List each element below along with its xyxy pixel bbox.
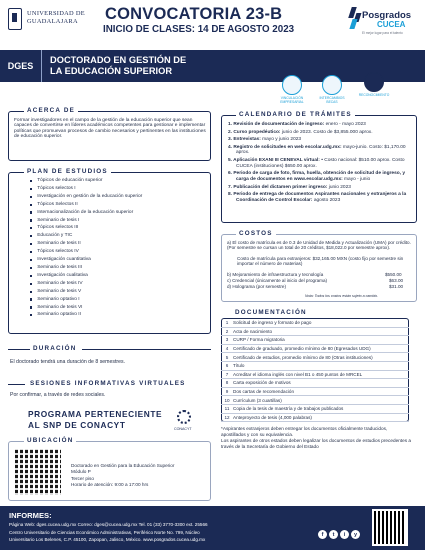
documentacion-row — [221, 388, 409, 397]
documentacion-row-number: 2 — [225, 328, 229, 334]
documentacion-nota1: *Aspirantes extranjeros deben entregar los documentos oficialmente traducidos, apostillados y con su equivalencia. — [221, 426, 388, 437]
cucea-label: CUCEA — [377, 20, 406, 29]
plan-item: Investigación cuantitativa — [40, 256, 205, 264]
udg-name-line2: GUADALAJARA — [27, 18, 78, 25]
calendario-item — [228, 192, 412, 204]
calendario-item — [228, 158, 412, 170]
costos-nota: Nota: Todos los costos están sujeto a cambio. — [305, 294, 379, 298]
documentacion-row — [221, 328, 409, 337]
sesiones-title: SESIONES INFORMATIVAS VIRTUALES — [27, 380, 189, 387]
calendario-item-number: 8. — [228, 192, 234, 198]
documentacion-row-number: 9 — [225, 389, 229, 395]
trophy-icon — [364, 72, 384, 92]
udg-seal-icon — [8, 8, 22, 30]
calendario-item-label: Aplicación EXANI III CENEVAL virtual: — [233, 157, 322, 163]
calendario-item-number: 1. — [228, 122, 234, 127]
calendario-item-number: 6. — [228, 171, 234, 177]
program-title-line2: LA EDUCACIÓN SUPERIOR — [50, 66, 173, 76]
plan-item: Seminario optativo I — [40, 296, 205, 304]
calendario-item-label: Publicación del dictamen primer ingreso: — [233, 184, 329, 190]
badge-label-line: BECAS — [326, 100, 338, 104]
documentacion-nota2: Los aspirantes de otros estados deben legalizar los documentos de estudios precedentes a través de la Secretaría de Gobierno del Estado — [221, 438, 411, 449]
calendario-item — [228, 145, 412, 157]
documentacion-row — [221, 371, 409, 380]
snp-line2: AL SNP DE CONACYT — [28, 420, 126, 430]
plan-item: Educación y TIC — [40, 232, 205, 240]
documentacion-row-text: Certificado de graduado, promedio mínimo de 80 (Egresados UDG) — [233, 346, 371, 352]
costos-b: b) Mejoramiento de infraestructura y tecnología — [227, 272, 324, 277]
documentacion-row — [221, 414, 409, 423]
dges-acronym: DGES — [0, 50, 42, 82]
calendario-item — [228, 122, 412, 128]
duracion-title: DURACIÓN — [30, 345, 80, 352]
divider — [8, 349, 32, 350]
calendario-item-value: • Costo nacional: $510.00 aprox. Costo CUCEA (instituciones) $650.00 aprox. — [236, 157, 405, 169]
plan-list — [37, 177, 205, 319]
calendario-item-number: 5. — [228, 157, 234, 163]
sesiones-text: Por confirmar, a través de redes sociales. — [10, 392, 106, 398]
documentacion-row-text: Certificado de estudios, promedio mínimo de 80 (Otras instituciones) — [233, 354, 373, 360]
documentacion-row — [221, 379, 409, 388]
plan-title: PLAN DE ESTUDIOS — [24, 168, 111, 175]
costos-d-value: $31.00 — [389, 284, 404, 289]
convocatoria-title: CONVOCATORIA 23-B — [105, 5, 283, 23]
qr-pattern — [374, 511, 406, 544]
calendario-item — [228, 130, 412, 136]
ubicacion-line: Tercer piso — [71, 475, 94, 481]
snp-line1: PROGRAMA PERTENECIENTE — [28, 409, 163, 419]
documentacion-row-number: 1 — [225, 320, 229, 326]
ubicacion-lines — [71, 463, 174, 488]
calendario-item-number: 4. — [228, 144, 234, 150]
documentacion-row-number: 6 — [225, 363, 229, 369]
twitter-icon[interactable]: t — [329, 530, 338, 539]
documentacion-row-number: 11 — [224, 406, 230, 412]
handshake-icon — [282, 75, 302, 95]
conacyt-label: CONACYT — [174, 427, 192, 431]
calendario-list — [228, 122, 412, 206]
documentacion-row-text: CURP / Forma migratoria — [233, 337, 285, 343]
plan-item: Seminario optativo II — [40, 311, 205, 319]
calendario-item-label: Registro de solicitudes en web escolar.udg.mx: — [233, 144, 343, 150]
footer-qr-code[interactable] — [372, 509, 408, 546]
plan-item: Internacionalización de la educación superior — [40, 209, 205, 217]
plan-item: Seminario de tesis III — [40, 264, 205, 272]
facebook-icon[interactable]: f — [318, 530, 327, 539]
documentacion-row — [221, 319, 409, 328]
documentacion-row — [221, 362, 409, 371]
calendario-item-label: Entrevistas: — [233, 137, 263, 142]
badge-label-vinculacion — [272, 96, 312, 104]
documentacion-row-text: Solicitud de ingreso y formato de pago — [233, 320, 312, 326]
youtube-icon[interactable]: y — [351, 530, 360, 539]
program-title-line1: DOCTORADO EN GESTIÓN DE — [50, 55, 187, 65]
documentacion-row — [221, 345, 409, 354]
plan-item: Seminario de tesis V — [40, 288, 205, 296]
documentacion-row-number: 5 — [225, 354, 229, 360]
calendario-item-number: 3. — [228, 137, 234, 142]
documentacion-row-text: Dos cartas de recomendación — [233, 389, 295, 395]
posgrados-slogan: El mejor lugar para el talento — [362, 31, 403, 35]
documentacion-row-text: Currículum (3 cuartillas) — [233, 397, 282, 403]
plan-item: Tópicos Selectos II — [40, 201, 205, 209]
qr-pattern — [15, 449, 61, 495]
documentacion-row-text: Título — [233, 363, 245, 369]
informes-title: INFORMES: — [9, 511, 52, 520]
documentacion-row-number: 8 — [225, 380, 229, 386]
posgrados-logo-icon — [349, 7, 362, 31]
calendario-item — [228, 171, 412, 183]
calendario-item-number: 7. — [228, 184, 234, 190]
documentacion-row-text: Acta de nacimiento — [233, 328, 273, 334]
plan-item: Investigación en gestión de la educación superior — [40, 193, 205, 201]
costos-a: a) El costo de matrícula es de 0.3 de Unidad de Medida y Actualización (UMA) por crédito. (Por semestre se cursan un total de 20 créditos, $18,022.0 por semestre aprox). — [227, 240, 411, 251]
costos-a-extranjeros: Costo de matrícula para extranjeros: $32,165.00 MXN (costo fijo por semestre sin importar el número de materias) — [237, 256, 404, 267]
conacyt-logo-icon — [177, 410, 191, 424]
calendario-item-value: enero - mayo 2023 — [325, 122, 366, 127]
documentacion-row — [221, 405, 409, 414]
ubicacion-line: Horario de atención: 9:00 a 17:00 hrs — [71, 481, 149, 487]
calendario-item-number: 2. — [228, 129, 234, 135]
badge-label-line: RECONOCIMIENTO — [358, 93, 390, 97]
footer-contact: Página Web: dges.cucea.udg.mx Correo: dges@cucea.udg.mx Tel. 01 (33) 3770-3300 ext. 25566 — [9, 522, 208, 527]
costos-title: COSTOS — [236, 230, 276, 237]
footer-address-1: Centro Universitario de Ciencias Económico Administrativas, Periférico Norte No. 799, Núcleo — [9, 530, 200, 535]
documentacion-row-number: 3 — [225, 337, 229, 343]
instagram-icon[interactable]: i — [340, 530, 349, 539]
exchange-icon — [322, 75, 342, 95]
ubicacion-title: UBICACIÓN — [24, 437, 76, 444]
badge-label-reconocimiento — [354, 93, 394, 97]
documentacion-row-text: Carta exposición de motivos — [233, 380, 291, 386]
duracion-text: El doctorado tendrá una duración de 8 semestres. — [10, 359, 126, 365]
footer — [0, 506, 425, 550]
inicio-clases: INICIO DE CLASES: 14 DE AGOSTO 2023 — [103, 24, 295, 35]
documentacion-row-number: 7 — [225, 371, 229, 377]
costos-d: d) Holograma (por semestre) — [227, 284, 286, 289]
calendario-item — [228, 185, 412, 191]
costos-b-value: $550.00 — [385, 272, 402, 277]
udg-name-line1: UNIVERSIDAD DE — [27, 10, 85, 17]
costos-c-value: $63.00 — [389, 278, 404, 283]
badge-label-line: VINCULACIÓN — [280, 96, 304, 100]
calendario-item-value: agosto 2023 — [313, 198, 341, 204]
documentacion-row — [221, 336, 409, 345]
footer-address-2: Universitario Los Belenes, C.P. 45100, Zapopan, Jalisco, México. www.posgrados.cucea.udg.mx — [9, 537, 206, 542]
calendario-title: CALENDARIO DE TRÁMITES — [236, 111, 355, 118]
badge-label-line: EMPRESARIAL — [280, 100, 304, 104]
calendario-item — [228, 137, 412, 143]
plan-item: Tópicos selectos IV — [40, 248, 205, 256]
documentacion-row — [221, 353, 409, 362]
plan-item: Tópicos selectos I — [40, 185, 205, 193]
documentacion-row-text: Copia de la tesis de maestría y de trabajos publicados — [233, 406, 344, 412]
badge-label-line: INTERCAMBIOS — [319, 96, 345, 100]
calendario-item-value: junio 2023 — [328, 184, 351, 190]
plan-item: Tópicos de educación superior — [40, 177, 205, 185]
divider — [8, 384, 25, 385]
badge-label-intercambios — [312, 96, 352, 104]
ubicacion-line: Módulo P — [71, 469, 91, 475]
costos-c: c) Credencial (únicamente al inicio del programa) — [227, 278, 328, 283]
plan-item: Investigación cualitativa — [40, 272, 205, 280]
calendario-item-value: junio de 2023. Costo de $3,855.000 aprox. — [281, 129, 373, 135]
plan-item: Tópicos selectos III — [40, 224, 205, 232]
documentacion-row — [221, 396, 409, 405]
documentacion-row-number: 10 — [224, 397, 230, 403]
calendario-item-label: Periodo de carga de foto, firma, huella, obtención de solicitud de ingreso, y carga de documentos en www.escolar.udg.mx: — [233, 171, 405, 183]
documentacion-title: DOCUMENTACIÓN — [232, 309, 310, 316]
documentacion-row-text: Anteproyecto de tesis (4,000 palabras) — [233, 414, 312, 420]
acerca-title: ACERCA DE — [24, 107, 78, 114]
plan-item: Seminario de tesis II — [40, 240, 205, 248]
plan-item: Seminario de tesis I — [40, 217, 205, 225]
calendario-item-value: mayo-junio. Costo: $1,170.00 aprox. — [236, 144, 406, 156]
documentacion-row-number: 4 — [225, 346, 229, 352]
acerca-text: Formar investigadores en el campo de la gestión de la educación superior que sean capaces de convertirse en líderes académicos competentes para gestionar e implementar políticas que promuevan procesos de cambio necesarios y pertinentes en las instituciones de educación superior. — [14, 118, 206, 140]
ubicacion-line: Doctorado en Gestión para la Educación Superior — [71, 463, 175, 468]
posgrados-label: Posgrados — [362, 10, 412, 21]
divider — [82, 349, 211, 350]
plan-item: Seminario de tesis IV — [40, 280, 205, 288]
documentacion-row-text: Acreditar el idioma inglés con nivel B1 o 450 puntos de MRCEL — [233, 371, 363, 377]
calendario-item-label: Periodo de entrega de documentos Aspirantes nacionales y extranjeros a la Coordinación de Control Escolar: — [233, 192, 407, 204]
calendario-item-value: mayo - junio — [344, 177, 371, 183]
calendario-item-value: mayo y junio 2023 — [262, 137, 302, 142]
plan-item: Seminario de tesis VI — [40, 304, 205, 312]
calendario-item-label: Revisión de documentación de ingreso: — [233, 122, 326, 127]
calendario-item-label: Curso propedéutico: — [233, 129, 282, 135]
documentacion-row-number: 12 — [224, 414, 230, 420]
